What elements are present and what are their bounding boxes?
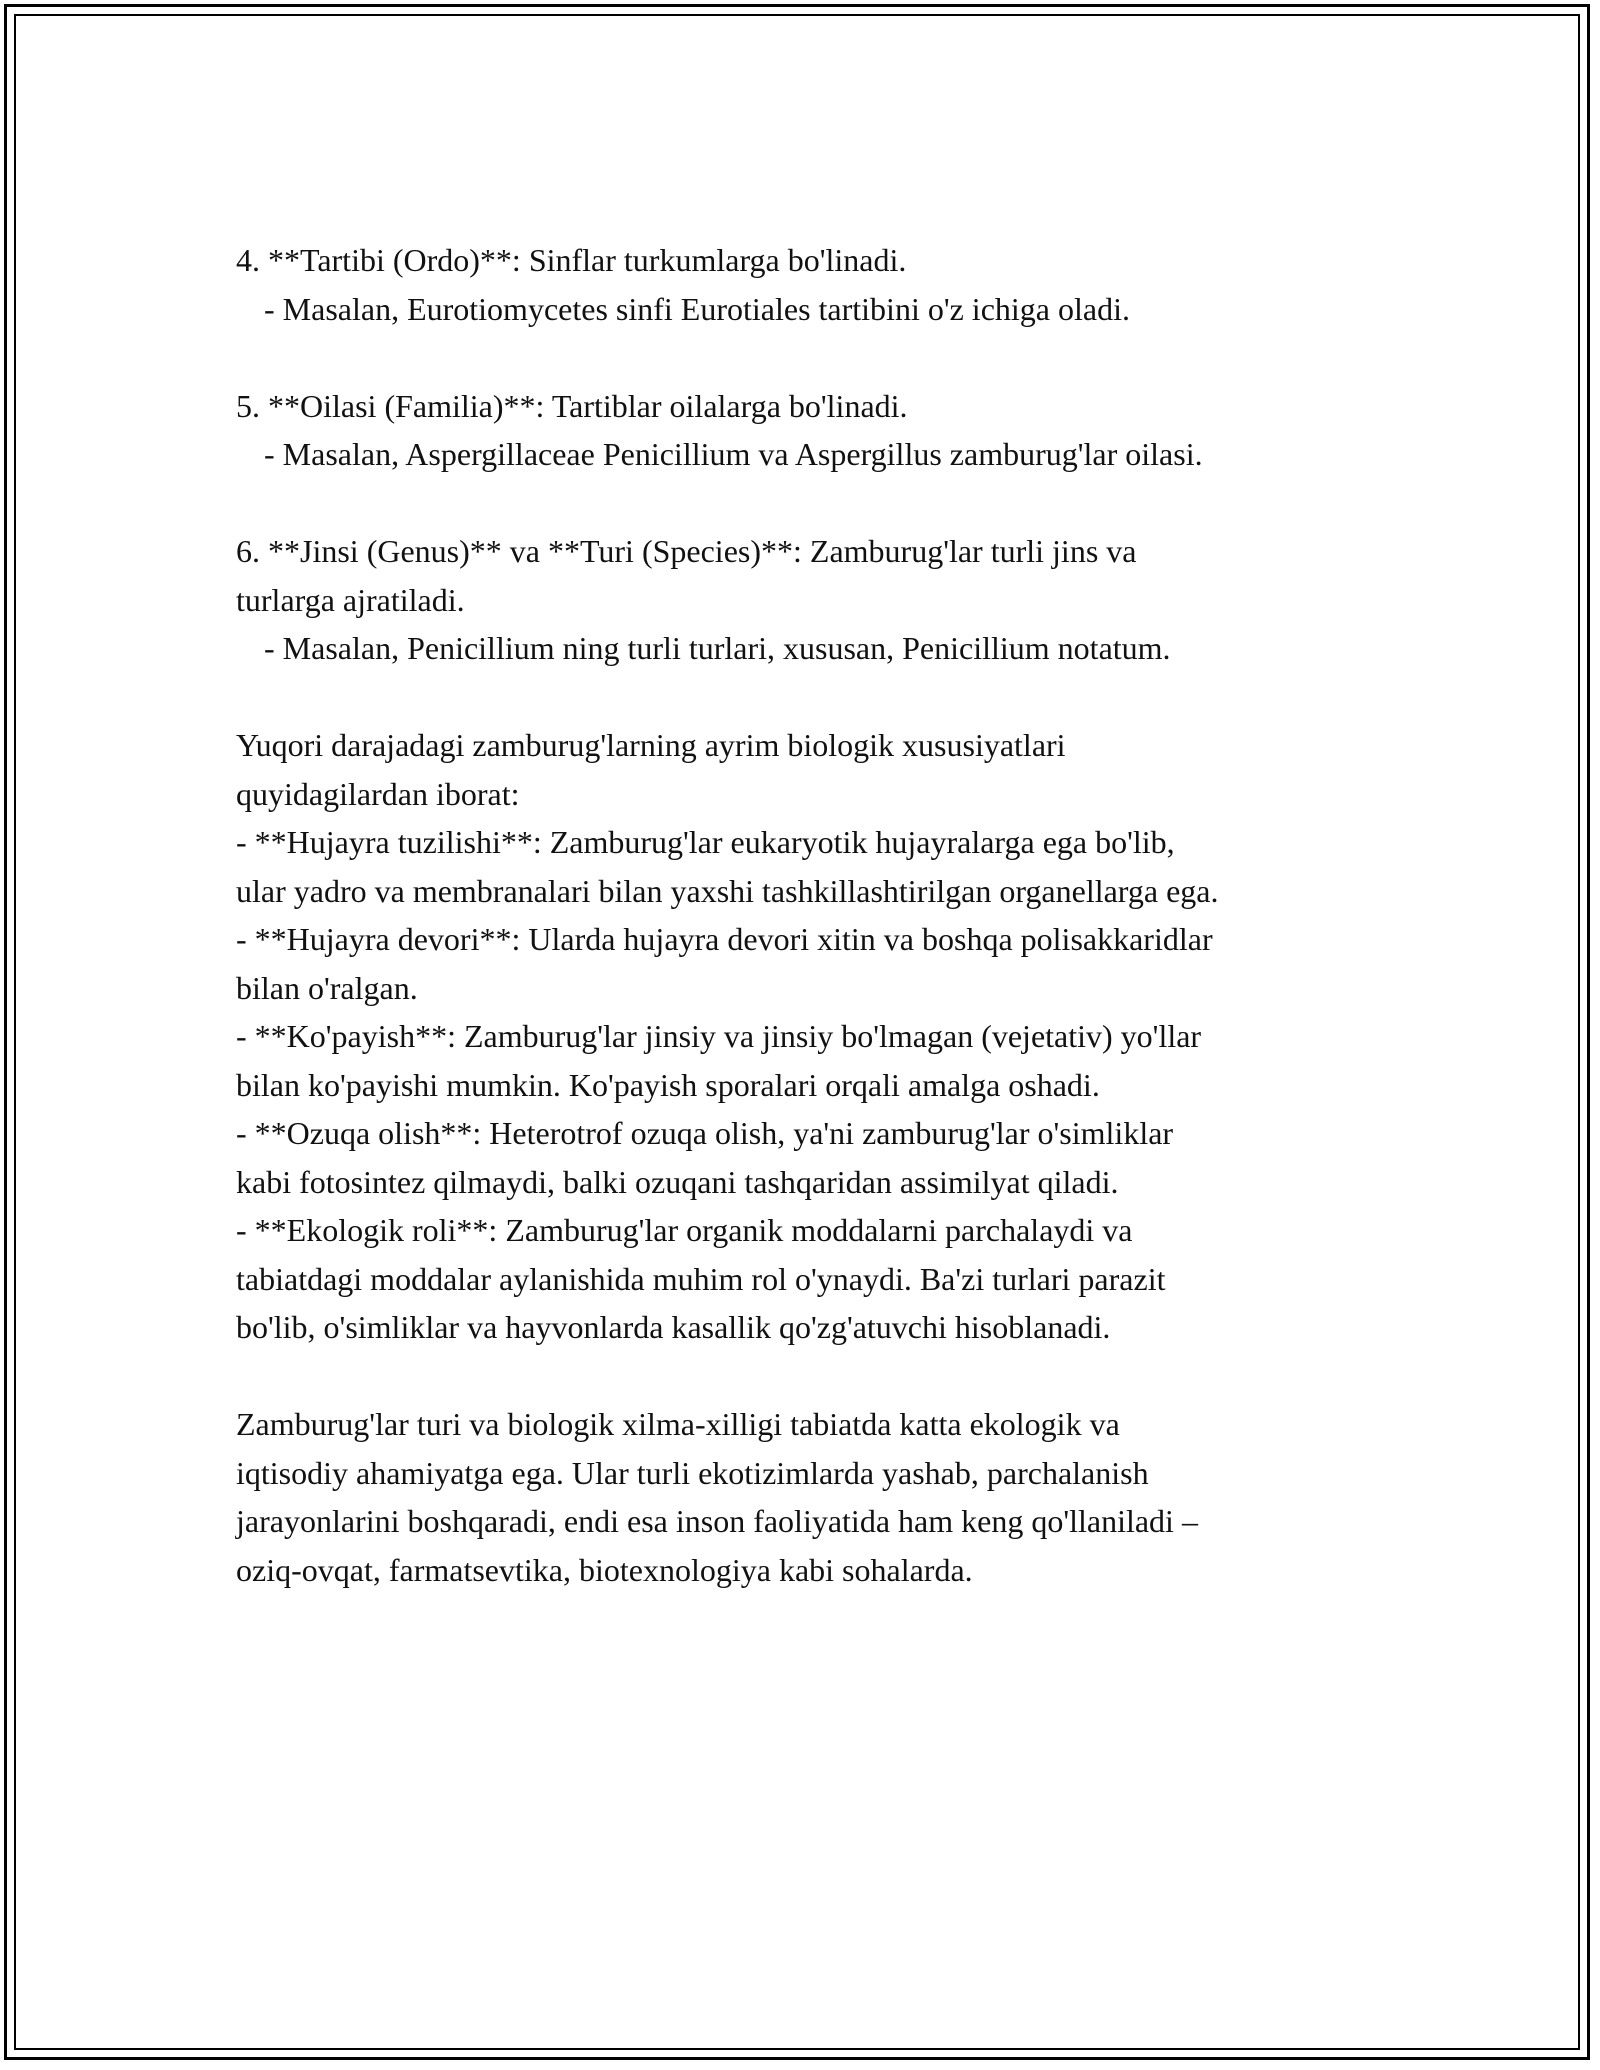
text-line: - **Ko'payish**: Zamburug'lar jinsiy va jinsiy bo'lmagan (vejetativ) yo'llar (236, 1018, 1202, 1054)
text-line: bilan ko'payishi mumkin. Ko'payish sporalari orqali amalga oshadi. (236, 1066, 1100, 1103)
text-line: - **Hujayra devori**: Ularda hujayra devori xitin va boshqa polisakkaridlar (236, 921, 1213, 957)
text-line: bilan o'ralgan. (236, 969, 418, 1006)
text-line: 6. **Jinsi (Genus)** va **Turi (Species)**: Zamburug'lar turli jins va (236, 533, 1137, 569)
text-line: 5. **Oilasi (Familia)**: Tartiblar oilalarga bo'linadi. (236, 387, 908, 424)
paragraph-genus-species (236, 527, 1396, 673)
text-line: - Masalan, Eurotiomycetes sinfi Eurotiales tartibini o'z ichiga oladi. (264, 290, 1130, 327)
text-line: jarayonlarini boshqaradi, endi esa inson faoliyatida ham keng qo'llaniladi – (236, 1503, 1198, 1539)
text-line: - Masalan, Aspergillaceae Penicillium va Aspergillus zamburug'lar oilasi. (264, 436, 1203, 472)
text-line: tabiatdagi moddalar aylanishida muhim rol o'ynaydi. Ba'zi turlari parazit (236, 1260, 1166, 1297)
text-line: - Masalan, Penicillium ning turli turlari, xususan, Penicillium notatum. (264, 630, 1171, 666)
text-line: quyidagilardan iborat: (236, 775, 520, 812)
text-line: - **Hujayra tuzilishi**: Zamburug'lar eukaryotik hujayralarga ega bo'lib, (236, 824, 1175, 860)
text-line: Zamburug'lar turi va biologik xilma-xilligi tabiatda katta ekologik va (236, 1406, 1120, 1442)
text-line: ular yadro va membranalari bilan yaxshi tashkillashtirilgan organellarga ega. (236, 872, 1219, 909)
text-line: bo'lib, o'simliklar va hayvonlarda kasallik qo'zg'atuvchi hisoblanadi. (236, 1309, 1111, 1345)
text-line: - **Ozuqa olish**: Heterotrof ozuqa olish, ya'ni zamburug'lar o'simliklar (236, 1115, 1174, 1151)
text-line: turlarga ajratiladi. (236, 581, 465, 618)
text-line: Yuqori darajadagi zamburug'larning ayrim biologik xususiyatlari (236, 727, 1066, 763)
paragraph-order (236, 236, 1396, 333)
text-line: - **Ekologik roli**: Zamburug'lar organik moddalarni parchalaydi va (236, 1212, 1133, 1248)
text-line: kabi fotosintez qilmaydi, balki ozuqani tashqaridan assimilyat qiladi. (236, 1163, 1119, 1200)
paragraph-biological-features (236, 721, 1396, 1352)
paragraph-family (236, 382, 1396, 479)
text-line: oziq-ovqat, farmatsevtika, biotexnologiya kabi sohalarda. (236, 1551, 973, 1588)
text-line: 4. **Tartibi (Ordo)**: Sinflar turkumlarga bo'linadi. (236, 242, 907, 278)
text-line: iqtisodiy ahamiyatga ega. Ular turli ekotizimlarda yashab, parchalanish (236, 1454, 1149, 1491)
document-body (236, 236, 1396, 1643)
paragraph-conclusion (236, 1400, 1396, 1594)
